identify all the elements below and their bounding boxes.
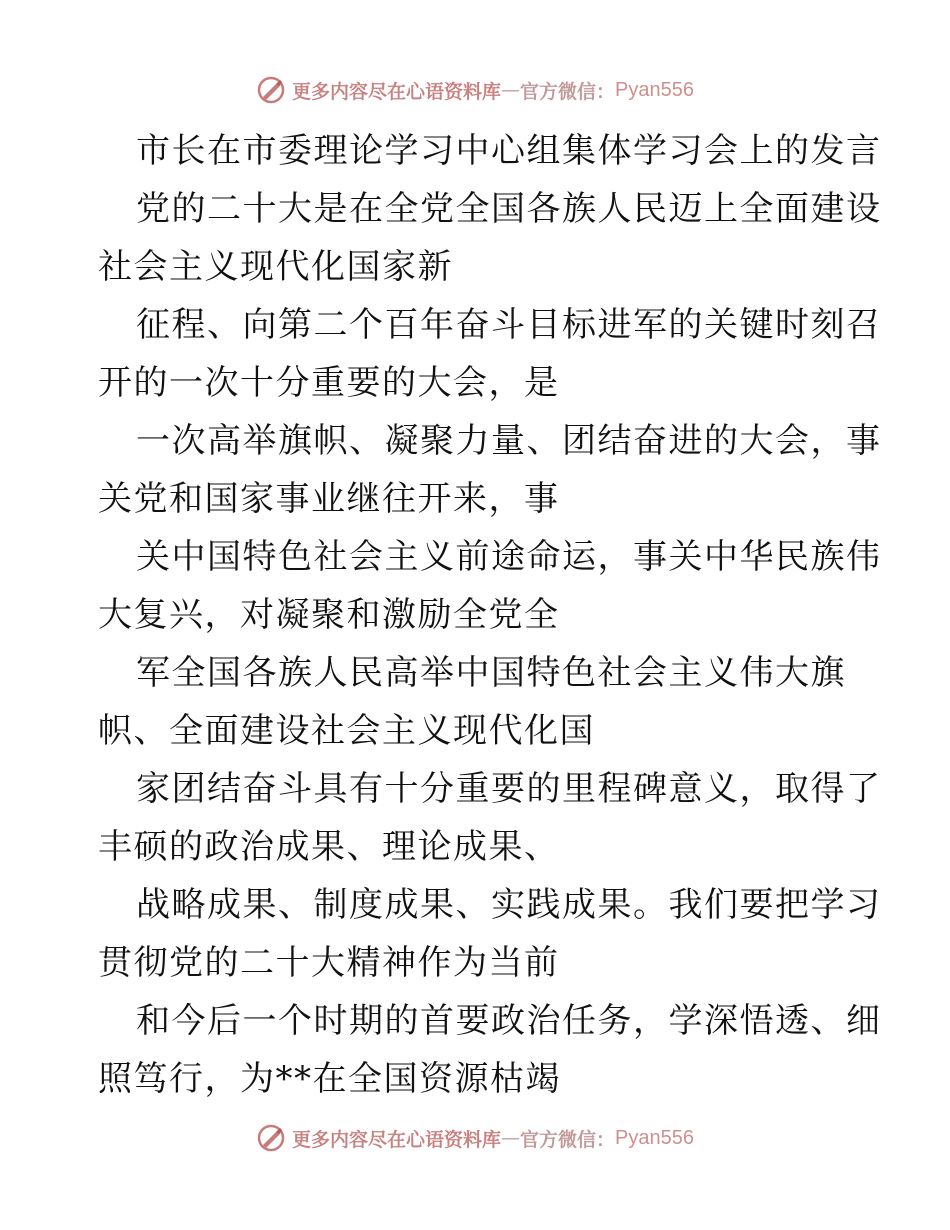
watermark-wechat-id: Pyan556: [615, 1126, 694, 1149]
document-body: [98, 122, 882, 1108]
header-watermark: [0, 70, 950, 110]
watermark-official-label: 官方微信：: [520, 80, 616, 103]
text-line: 征程、向第二个百年奋斗目标进军的关键时刻召: [136, 305, 882, 345]
text-line: 开的一次十分重要的大会，是: [98, 363, 560, 403]
watermark-wechat-id: Pyan556: [615, 78, 694, 101]
text-line: 贯彻党的二十大精神作为当前: [98, 943, 560, 983]
text-line: 帜、全面建设社会主义现代化国: [98, 711, 595, 751]
watermark-official-label: 官方微信：: [520, 1128, 616, 1151]
text-line: 军全国各族人民高举中国特色社会主义伟大旗: [136, 653, 846, 693]
text-line: 战略成果、制度成果、实践成果。我们要把学习: [136, 885, 882, 925]
footer-watermark: [0, 1118, 950, 1158]
watermark-brand: 更多内容尽在心语资料库: [292, 1128, 502, 1151]
text-line: 党的二十大是在全党全国各族人民迈上全面建设: [136, 189, 882, 229]
pen-logo-icon: [256, 1123, 286, 1153]
text-line: 关党和国家事业继往开来，事: [98, 479, 560, 519]
watermark-separator: —: [501, 79, 521, 101]
text-line: 家团结奋斗具有十分重要的里程碑意义，取得了: [136, 769, 882, 809]
watermark-brand: 更多内容尽在心语资料库: [292, 80, 502, 103]
text-line: 丰硕的政治成果、理论成果、: [98, 827, 560, 867]
watermark-separator: —: [501, 1127, 521, 1149]
text-line: 大复兴，对凝聚和激励全党全: [98, 595, 560, 635]
pen-logo-icon: [256, 75, 286, 105]
text-line: 社会主义现代化国家新: [98, 247, 453, 287]
text-line: 和今后一个时期的首要政治任务，学深悟透、细: [136, 1001, 882, 1041]
document-title: 市长在市委理论学习中心组集体学习会上的发言: [136, 131, 882, 171]
text-line: 一次高举旗帜、凝聚力量、团结奋进的大会，事: [136, 421, 882, 461]
text-line: 照笃行，为**在全国资源枯竭: [98, 1059, 561, 1099]
text-line: 关中国特色社会主义前途命运，事关中华民族伟: [136, 537, 882, 577]
